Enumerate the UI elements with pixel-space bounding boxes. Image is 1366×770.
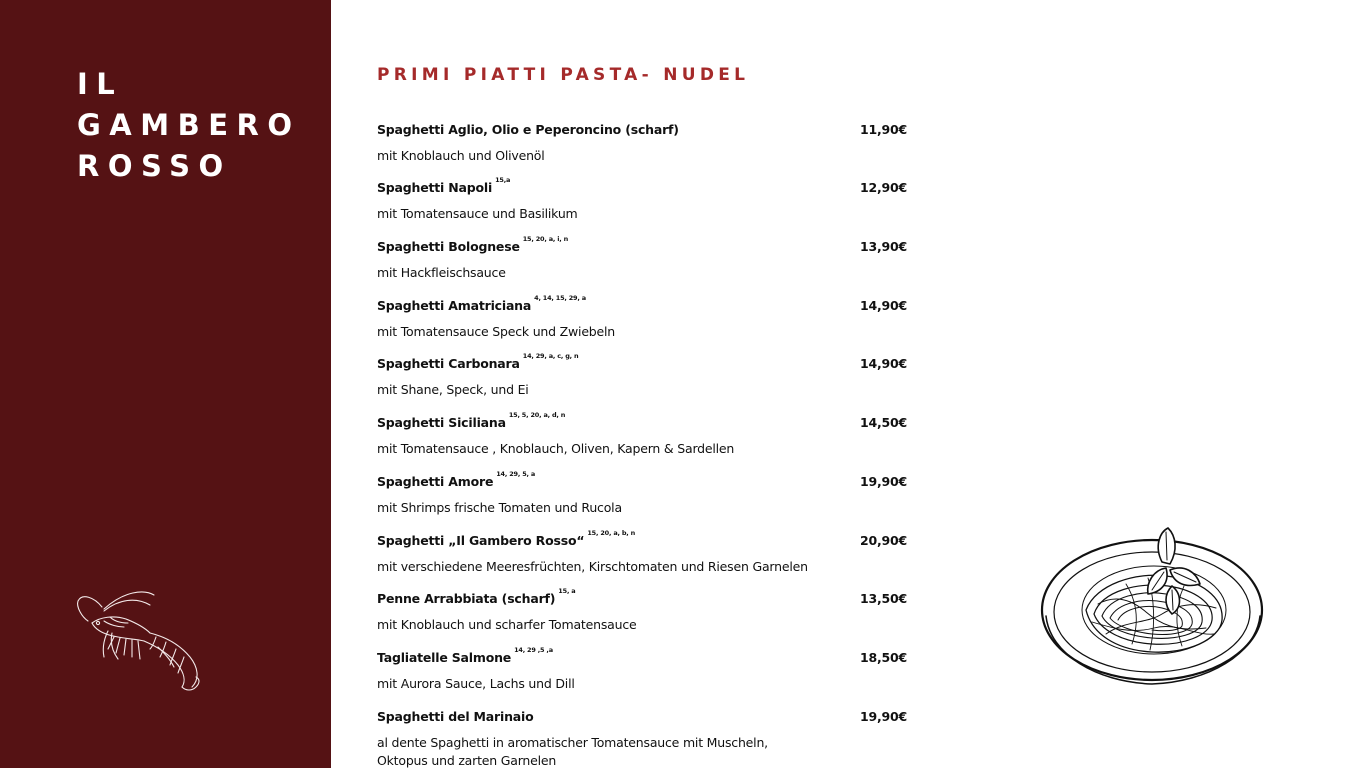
menu-item <box>377 709 907 768</box>
menu-item <box>377 352 907 397</box>
item-description: mit Tomatensauce , Knoblauch, Oliven, Kapern & Sardellen <box>377 441 735 456</box>
item-name: Spaghetti Napoli $^{15,a}$ <box>377 176 511 195</box>
allergen-codes: 15, a <box>558 587 576 595</box>
item-name: Spaghetti Aglio, Olio e Peperoncino (scharf) <box>377 122 679 137</box>
item-price: 14,90€ <box>859 356 907 371</box>
item-price: 14,90€ <box>859 298 907 313</box>
allergen-codes: 14, 29, a, c, g, n <box>522 352 579 360</box>
menu-item <box>377 176 907 221</box>
item-name: Spaghetti Bolognese $^{15, 20, a, i, n}$ <box>377 235 568 254</box>
menu-item <box>377 646 907 691</box>
spaghetti-plate-icon <box>1036 524 1266 688</box>
restaurant-name <box>77 64 301 187</box>
item-price: 12,90€ <box>859 180 907 195</box>
allergen-codes: 15,a <box>495 176 511 184</box>
menu-item <box>377 529 907 574</box>
menu-item <box>377 122 907 163</box>
sidebar <box>0 0 331 768</box>
item-price: 19,90€ <box>859 474 907 489</box>
allergen-codes: 15, 20, a, b, n <box>587 529 636 537</box>
item-description: mit Aurora Sauce, Lachs und Dill <box>377 676 575 691</box>
item-name: Spaghetti Siciliana $^{15, 5, 20, a, d, n}$ <box>377 411 566 430</box>
item-price: 13,50€ <box>859 591 907 606</box>
item-name: Spaghetti del Marinaio <box>377 709 534 724</box>
item-name: Spaghetti Carbonara $^{14, 29, a, c, g, n}$ <box>377 352 579 371</box>
allergen-codes: 15, 20, a, i, n <box>522 235 568 243</box>
item-description: mit Hackfleischsauce <box>377 265 506 280</box>
item-name: Spaghetti Amore $^{14, 29, 5, a}$ <box>377 470 536 489</box>
brand-line-3: ROSSO <box>77 149 232 183</box>
menu-item <box>377 235 907 280</box>
item-price: 18,50€ <box>859 650 907 665</box>
allergen-codes: 4, 14, 15, 29, a <box>534 294 586 302</box>
menu-item <box>377 470 907 515</box>
shrimp-icon <box>74 587 206 691</box>
menu-item <box>377 294 907 339</box>
item-name: Spaghetti Amatriciana $^{4, 14, 15, 29, a}$ <box>377 294 586 313</box>
brand-line-2: GAMBERO <box>77 108 301 142</box>
item-description: mit Knoblauch und Olivenöl <box>377 148 545 163</box>
section-title: PRIMI PIATTI PASTA- NUDEL <box>377 65 750 85</box>
item-price: 20,90€ <box>859 533 907 548</box>
item-description: mit Shrimps frische Tomaten und Rucola <box>377 500 622 515</box>
brand-line-1: IL <box>77 67 124 101</box>
item-description: mit Tomatensauce und Basilikum <box>377 206 578 221</box>
item-description: al dente Spaghetti in aromatischer Tomatensauce mit Muscheln, Oktopus und zarten Garnelen <box>377 735 768 768</box>
item-price: 19,90€ <box>859 709 907 724</box>
item-name: Tagliatelle Salmone $^{14, 29 ,5 ,a}$ <box>377 646 553 665</box>
allergen-codes: 15, 5, 20, a, d, n <box>508 411 566 419</box>
menu-item <box>377 411 907 456</box>
item-description: mit Shane, Speck, und Ei <box>377 382 529 397</box>
menu-item <box>377 587 907 632</box>
allergen-codes: 14, 29, 5, a <box>496 470 536 478</box>
item-description: mit Knoblauch und scharfer Tomatensauce <box>377 617 637 632</box>
item-price: 11,90€ <box>859 122 907 137</box>
item-name: Spaghetti „Il Gambero Rosso“ $^{15, 20, a, b, n}$ <box>377 529 636 548</box>
item-price: 14,50€ <box>859 415 907 430</box>
item-description: mit Tomatensauce Speck und Zwiebeln <box>377 324 616 339</box>
item-price: 13,90€ <box>859 239 907 254</box>
allergen-codes: 14, 29 ,5 ,a <box>514 646 553 654</box>
item-name: Penne Arrabbiata (scharf) $^{15, a}$ <box>377 587 576 606</box>
item-description: mit verschiedene Meeresfrüchten, Kirschtomaten und Riesen Garnelen <box>377 559 808 574</box>
